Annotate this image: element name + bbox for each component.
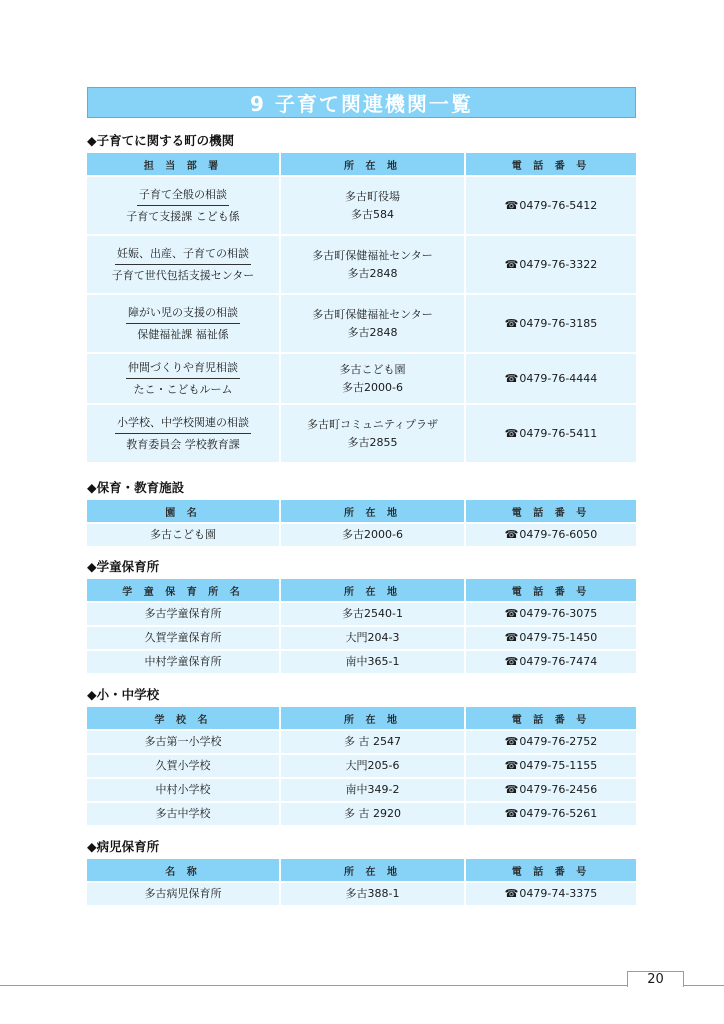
address-cell: 多古388-1 bbox=[281, 883, 464, 905]
phone-cell bbox=[466, 731, 636, 753]
phone-cell bbox=[466, 779, 636, 801]
name-cell: 中村小学校 bbox=[87, 779, 279, 801]
address-cell: 南中365-1 bbox=[281, 651, 464, 673]
document-title: 9 子育て関連機関一覧 bbox=[250, 92, 473, 116]
phone-number: 0479-76-4444 bbox=[519, 371, 598, 385]
telephone-icon: ☎ bbox=[504, 257, 519, 271]
name-cell: 多古第一小学校 bbox=[87, 731, 279, 753]
address-line2: 多古584 bbox=[351, 207, 394, 221]
phone-number: 0479-76-6050 bbox=[519, 528, 598, 542]
phone-number: 0479-76-3322 bbox=[519, 257, 598, 271]
document-title-bar bbox=[87, 87, 636, 118]
table-childcare-facilities bbox=[85, 498, 638, 548]
phone-number: 0479-76-2456 bbox=[519, 783, 598, 797]
phone-number: 0479-76-5411 bbox=[519, 426, 598, 440]
address-line1: 多古町保健福祉センター bbox=[312, 248, 433, 262]
dept-name: 障がい児の支援の相談 bbox=[126, 304, 240, 324]
table-row bbox=[87, 627, 636, 649]
table-header-row bbox=[87, 579, 636, 601]
name-cell: 多古中学校 bbox=[87, 803, 279, 825]
table-row bbox=[87, 755, 636, 777]
telephone-icon: ☎ bbox=[504, 759, 519, 773]
table-row bbox=[87, 803, 636, 825]
dept-sub: たこ・こどもルーム bbox=[133, 382, 233, 396]
address-line2: 多古2848 bbox=[347, 325, 398, 339]
telephone-icon: ☎ bbox=[504, 316, 519, 330]
dept-cell bbox=[87, 177, 279, 234]
table-header-row bbox=[87, 707, 636, 729]
telephone-icon: ☎ bbox=[504, 887, 519, 901]
table-row bbox=[87, 651, 636, 673]
header-dept: 担 当 部 署 bbox=[87, 153, 279, 175]
phone-number: 0479-76-5412 bbox=[519, 198, 598, 212]
dept-sub: 子育て支援課 こども係 bbox=[126, 209, 240, 223]
footer-rule-left bbox=[0, 985, 627, 986]
name-cell: 多古学童保育所 bbox=[87, 603, 279, 625]
name-cell: 中村学童保育所 bbox=[87, 651, 279, 673]
telephone-icon: ☎ bbox=[504, 655, 519, 669]
section-label-childcare-facilities: ◆保育・教育施設 bbox=[87, 480, 185, 495]
telephone-icon: ☎ bbox=[504, 371, 519, 385]
telephone-icon: ☎ bbox=[504, 631, 519, 645]
section-label-schools: ◆小・中学校 bbox=[87, 687, 160, 702]
address-line2: 多古2000-6 bbox=[342, 380, 403, 394]
header-address: 所 在 地 bbox=[281, 500, 464, 522]
section-label-sick-child-care: ◆病児保育所 bbox=[87, 839, 160, 854]
table-after-school bbox=[85, 577, 638, 675]
address-line2: 多古2855 bbox=[347, 435, 398, 449]
dept-cell bbox=[87, 354, 279, 403]
dept-sub: 保健福祉課 福祉係 bbox=[137, 327, 229, 341]
table-town-agencies bbox=[85, 151, 638, 464]
header-name: 名 称 bbox=[87, 859, 279, 881]
header-address: 所 在 地 bbox=[281, 707, 464, 729]
phone-number: 0479-76-2752 bbox=[519, 735, 598, 749]
address-cell: 多 古 2920 bbox=[281, 803, 464, 825]
phone-number: 0479-75-1155 bbox=[519, 759, 598, 773]
phone-number: 0479-75-1450 bbox=[519, 631, 598, 645]
header-address: 所 在 地 bbox=[281, 153, 464, 175]
page-number: 20 bbox=[627, 971, 684, 987]
table-row bbox=[87, 524, 636, 546]
address-cell: 大門205-6 bbox=[281, 755, 464, 777]
address-cell bbox=[281, 236, 464, 293]
footer-rule-right bbox=[684, 985, 724, 986]
telephone-icon: ☎ bbox=[504, 735, 519, 749]
header-address: 所 在 地 bbox=[281, 859, 464, 881]
table-header-row bbox=[87, 859, 636, 881]
table-header-row bbox=[87, 500, 636, 522]
telephone-icon: ☎ bbox=[504, 426, 519, 440]
phone-cell bbox=[466, 354, 636, 403]
phone-number: 0479-76-5261 bbox=[519, 807, 598, 821]
address-line1: 多古町保健福祉センター bbox=[312, 307, 433, 321]
header-phone: 電 話 番 号 bbox=[466, 707, 636, 729]
dept-cell bbox=[87, 405, 279, 462]
table-schools bbox=[85, 705, 638, 827]
address-cell bbox=[281, 295, 464, 352]
telephone-icon: ☎ bbox=[504, 198, 519, 212]
table-row bbox=[87, 779, 636, 801]
address-line1: 多古こども園 bbox=[339, 362, 406, 376]
telephone-icon: ☎ bbox=[504, 607, 519, 621]
name-cell: 多古こども園 bbox=[87, 524, 279, 546]
phone-cell bbox=[466, 295, 636, 352]
dept-sub: 教育委員会 学校教育課 bbox=[126, 437, 240, 451]
name-cell: 多古病児保育所 bbox=[87, 883, 279, 905]
header-phone: 電 話 番 号 bbox=[466, 500, 636, 522]
name-cell: 久賀学童保育所 bbox=[87, 627, 279, 649]
header-facility-name: 園 名 bbox=[87, 500, 279, 522]
table-row bbox=[87, 731, 636, 753]
phone-cell bbox=[466, 627, 636, 649]
phone-number: 0479-76-3075 bbox=[519, 607, 598, 621]
header-phone: 電 話 番 号 bbox=[466, 153, 636, 175]
table-row bbox=[87, 177, 636, 234]
header-address: 所 在 地 bbox=[281, 579, 464, 601]
dept-cell bbox=[87, 295, 279, 352]
address-cell: 多古2000-6 bbox=[281, 524, 464, 546]
header-phone: 電 話 番 号 bbox=[466, 859, 636, 881]
telephone-icon: ☎ bbox=[504, 528, 519, 542]
table-header-row bbox=[87, 153, 636, 175]
address-cell: 多 古 2547 bbox=[281, 731, 464, 753]
table-row bbox=[87, 236, 636, 293]
address-line2: 多古2848 bbox=[347, 266, 398, 280]
section-label-after-school: ◆学童保育所 bbox=[87, 559, 160, 574]
dept-name: 子育て全般の相談 bbox=[137, 186, 229, 206]
table-row bbox=[87, 405, 636, 462]
phone-cell bbox=[466, 883, 636, 905]
dept-name: 仲間づくりや育児相談 bbox=[126, 359, 240, 379]
header-facility-name: 学 童 保 育 所 名 bbox=[87, 579, 279, 601]
phone-cell bbox=[466, 177, 636, 234]
address-line1: 多古町役場 bbox=[345, 189, 400, 203]
dept-cell bbox=[87, 236, 279, 293]
address-cell bbox=[281, 177, 464, 234]
section-label-town-agencies: ◆子育てに関する町の機関 bbox=[87, 133, 235, 148]
telephone-icon: ☎ bbox=[504, 807, 519, 821]
address-cell: 南中349-2 bbox=[281, 779, 464, 801]
address-cell bbox=[281, 354, 464, 403]
header-phone: 電 話 番 号 bbox=[466, 579, 636, 601]
address-cell: 大門204-3 bbox=[281, 627, 464, 649]
table-sick-child-care bbox=[85, 857, 638, 907]
phone-cell bbox=[466, 755, 636, 777]
phone-number: 0479-74-3375 bbox=[519, 887, 598, 901]
table-row bbox=[87, 883, 636, 905]
dept-name: 小学校、中学校関連の相談 bbox=[115, 414, 251, 434]
phone-cell bbox=[466, 651, 636, 673]
phone-number: 0479-76-3185 bbox=[519, 316, 598, 330]
phone-cell bbox=[466, 236, 636, 293]
name-cell: 久賀小学校 bbox=[87, 755, 279, 777]
table-row bbox=[87, 295, 636, 352]
phone-cell bbox=[466, 405, 636, 462]
address-cell bbox=[281, 405, 464, 462]
dept-name: 妊娠、出産、子育ての相談 bbox=[115, 245, 251, 265]
telephone-icon: ☎ bbox=[504, 783, 519, 797]
table-row bbox=[87, 603, 636, 625]
table-row bbox=[87, 354, 636, 403]
address-line1: 多古町コミュニティプラザ bbox=[307, 417, 438, 431]
phone-number: 0479-76-7474 bbox=[519, 655, 598, 669]
phone-cell bbox=[466, 803, 636, 825]
phone-cell bbox=[466, 524, 636, 546]
address-cell: 多古2540-1 bbox=[281, 603, 464, 625]
dept-sub: 子育て世代包括支援センター bbox=[111, 268, 255, 282]
phone-cell bbox=[466, 603, 636, 625]
header-school-name: 学 校 名 bbox=[87, 707, 279, 729]
